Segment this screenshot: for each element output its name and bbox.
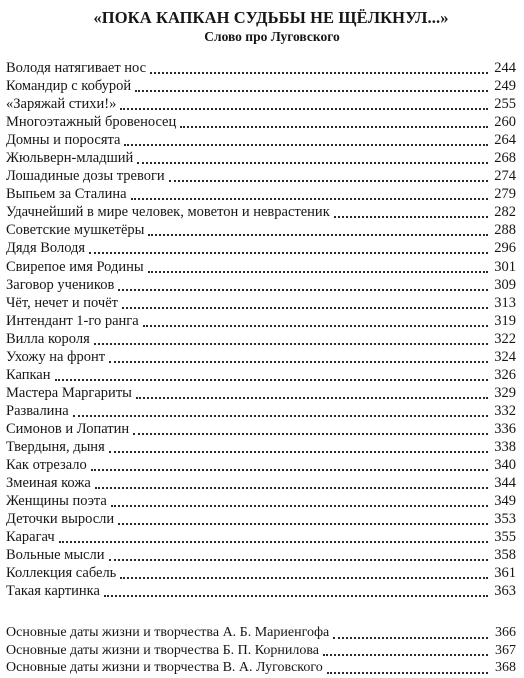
dot-leader bbox=[124, 140, 488, 146]
toc-entry bbox=[6, 582, 516, 600]
section-title: «ПОКА КАПКАН СУДЬБЫ НЕ ЩЁЛКНУЛ...» bbox=[93, 8, 449, 27]
entry-title: Удачнейший в мире человек, моветон и неврастеник bbox=[6, 204, 330, 221]
entry-page-number: 340 bbox=[494, 457, 516, 474]
toc-entry bbox=[6, 185, 516, 203]
toc-entry bbox=[6, 258, 516, 276]
dot-leader bbox=[118, 285, 488, 291]
entry-title: Ухожу на фронт bbox=[6, 348, 106, 365]
entry-title: «Заряжай стихи!» bbox=[6, 96, 117, 113]
entry-page-number: 332 bbox=[494, 402, 516, 419]
entry-title: Командир с кобурой bbox=[6, 78, 132, 95]
entry-page-number: 353 bbox=[494, 511, 516, 528]
entry-page-number: 358 bbox=[494, 547, 516, 564]
dot-leader bbox=[109, 447, 488, 453]
dot-leader bbox=[137, 158, 488, 164]
toc-entry bbox=[6, 113, 516, 131]
entry-page-number: 313 bbox=[494, 294, 516, 311]
entry-page-number: 274 bbox=[494, 168, 516, 185]
entry-page-number: 255 bbox=[494, 96, 516, 113]
toc-entry bbox=[6, 348, 516, 366]
toc-entry bbox=[6, 564, 516, 582]
entry-page-number: 322 bbox=[494, 330, 516, 347]
entry-title: Карагач bbox=[6, 529, 55, 546]
dot-leader bbox=[334, 212, 488, 218]
entry-page-number: 363 bbox=[494, 583, 516, 600]
toc-entry bbox=[6, 167, 516, 185]
entry-page-number: 349 bbox=[494, 493, 516, 510]
entry-title: Заговор учеников bbox=[6, 276, 115, 293]
toc-entry bbox=[6, 528, 516, 546]
dot-leader bbox=[120, 104, 488, 110]
entry-title: Жюльверн-младший bbox=[6, 150, 134, 167]
entry-title: Лошадиные дозы тревоги bbox=[6, 168, 165, 185]
dot-leader bbox=[95, 483, 488, 489]
toc-entry bbox=[6, 221, 516, 239]
appendix-entry bbox=[6, 642, 516, 660]
toc-entry bbox=[6, 77, 516, 95]
entry-page-number: 296 bbox=[494, 240, 516, 257]
section-header bbox=[0, 8, 524, 46]
dot-leader bbox=[104, 591, 488, 597]
entry-title: Женщины поэта bbox=[6, 493, 107, 510]
entry-title: Такая картинка bbox=[6, 583, 100, 600]
dot-leader bbox=[150, 68, 488, 74]
entry-page-number: 268 bbox=[494, 150, 516, 167]
entry-page-number: 244 bbox=[494, 60, 516, 76]
entry-title: Дядя Володя bbox=[6, 240, 86, 257]
entry-page-number: 355 bbox=[494, 529, 516, 546]
dot-leader bbox=[120, 573, 488, 579]
dot-leader bbox=[333, 633, 488, 639]
entry-page-number: 329 bbox=[494, 384, 516, 401]
dot-leader bbox=[148, 267, 488, 273]
dot-leader bbox=[136, 393, 488, 399]
toc-entry bbox=[6, 276, 516, 294]
dot-leader bbox=[122, 303, 488, 309]
entry-page-number: 249 bbox=[494, 78, 516, 95]
toc-entry bbox=[6, 330, 516, 348]
dot-leader bbox=[109, 357, 488, 363]
dot-leader bbox=[59, 537, 488, 543]
entry-title: Змеиная кожа bbox=[6, 475, 91, 492]
toc-entry bbox=[6, 239, 516, 257]
dot-leader bbox=[91, 465, 488, 471]
entry-page-number: 344 bbox=[494, 475, 516, 492]
entry-page-number: 279 bbox=[494, 186, 516, 203]
entry-page-number: 338 bbox=[494, 438, 516, 455]
toc-entry bbox=[6, 384, 516, 402]
dot-leader bbox=[111, 501, 488, 507]
toc-entry bbox=[6, 131, 516, 149]
entry-page-number: 288 bbox=[494, 222, 516, 239]
entry-page-number: 282 bbox=[494, 204, 516, 221]
dot-leader bbox=[327, 668, 488, 674]
entry-title: Основные даты жизни и творчества В. А. Луговского bbox=[6, 660, 323, 675]
dot-leader bbox=[133, 429, 488, 435]
toc-entry bbox=[6, 438, 516, 456]
entry-title: Чёт, нечет и почёт bbox=[6, 294, 118, 311]
entry-title: Свирепое имя Родины bbox=[6, 258, 144, 275]
toc-entry bbox=[6, 492, 516, 510]
entry-title: Советские мушкетёры bbox=[6, 222, 145, 239]
entry-title: Коллекция сабель bbox=[6, 565, 117, 582]
entry-title: Развалина bbox=[6, 402, 69, 419]
dot-leader bbox=[73, 411, 488, 417]
entry-page-number: 324 bbox=[494, 348, 516, 365]
entry-title: Симонов и Лопатин bbox=[6, 420, 130, 437]
dot-leader bbox=[118, 519, 488, 525]
dot-leader bbox=[89, 248, 488, 254]
toc-entry bbox=[6, 546, 516, 564]
entry-title: Как отрезало bbox=[6, 457, 87, 474]
appendix-entry bbox=[6, 624, 516, 642]
dot-leader bbox=[135, 86, 488, 92]
entry-title: Капкан bbox=[6, 366, 51, 383]
entry-page-number: 368 bbox=[495, 660, 516, 675]
toc-entry bbox=[6, 420, 516, 438]
toc-entry bbox=[6, 402, 516, 420]
entry-title: Твердыня, дыня bbox=[6, 438, 105, 455]
toc-entry bbox=[6, 203, 516, 221]
entry-page-number: 326 bbox=[494, 366, 516, 383]
toc-entry bbox=[6, 95, 516, 113]
dot-leader bbox=[131, 194, 488, 200]
toc-entry bbox=[6, 474, 516, 492]
dot-leader bbox=[180, 122, 488, 128]
entry-page-number: 264 bbox=[494, 132, 516, 149]
entry-title: Основные даты жизни и творчества Б. П. Корнилова bbox=[6, 642, 319, 658]
entry-page-number: 336 bbox=[494, 420, 516, 437]
toc-entry bbox=[6, 149, 516, 167]
entry-title: Интендант 1-го ранга bbox=[6, 312, 139, 329]
dot-leader bbox=[55, 375, 488, 381]
appendix-entry bbox=[6, 659, 516, 677]
entry-title: Вилла короля bbox=[6, 330, 90, 347]
entry-page-number: 366 bbox=[495, 625, 516, 640]
entry-title: Многоэтажный бровеносец bbox=[6, 114, 177, 131]
entry-title: Володя натягивает нос bbox=[6, 60, 147, 76]
toc-entry bbox=[6, 510, 516, 528]
entry-page-number: 367 bbox=[495, 642, 516, 658]
entry-title: Мастера Маргариты bbox=[6, 384, 132, 401]
entry-title: Домны и поросята bbox=[6, 132, 121, 149]
toc-entry bbox=[6, 312, 516, 330]
entry-page-number: 319 bbox=[494, 312, 516, 329]
dot-leader bbox=[143, 321, 488, 327]
section-subtitle: Слово про Луговского bbox=[204, 29, 340, 44]
toc-entry bbox=[6, 59, 516, 77]
entry-title: Выпьем за Сталина bbox=[6, 186, 127, 203]
entry-page-number: 260 bbox=[494, 114, 516, 131]
dot-leader bbox=[109, 555, 489, 561]
toc-entry bbox=[6, 456, 516, 474]
dot-leader bbox=[169, 176, 488, 182]
appendix-list bbox=[6, 624, 516, 677]
toc-entry bbox=[6, 294, 516, 312]
entry-title: Деточки выросли bbox=[6, 511, 115, 528]
toc-entry bbox=[6, 366, 516, 384]
dot-leader bbox=[148, 230, 488, 236]
dot-leader bbox=[94, 339, 488, 345]
toc-list bbox=[6, 59, 516, 600]
entry-page-number: 309 bbox=[494, 276, 516, 293]
entry-title: Основные даты жизни и творчества А. Б. Мариенгофа bbox=[6, 625, 330, 640]
entry-page-number: 361 bbox=[494, 565, 516, 582]
entry-title: Вольные мысли bbox=[6, 547, 105, 564]
entry-page-number: 301 bbox=[494, 258, 516, 275]
dot-leader bbox=[323, 650, 488, 656]
